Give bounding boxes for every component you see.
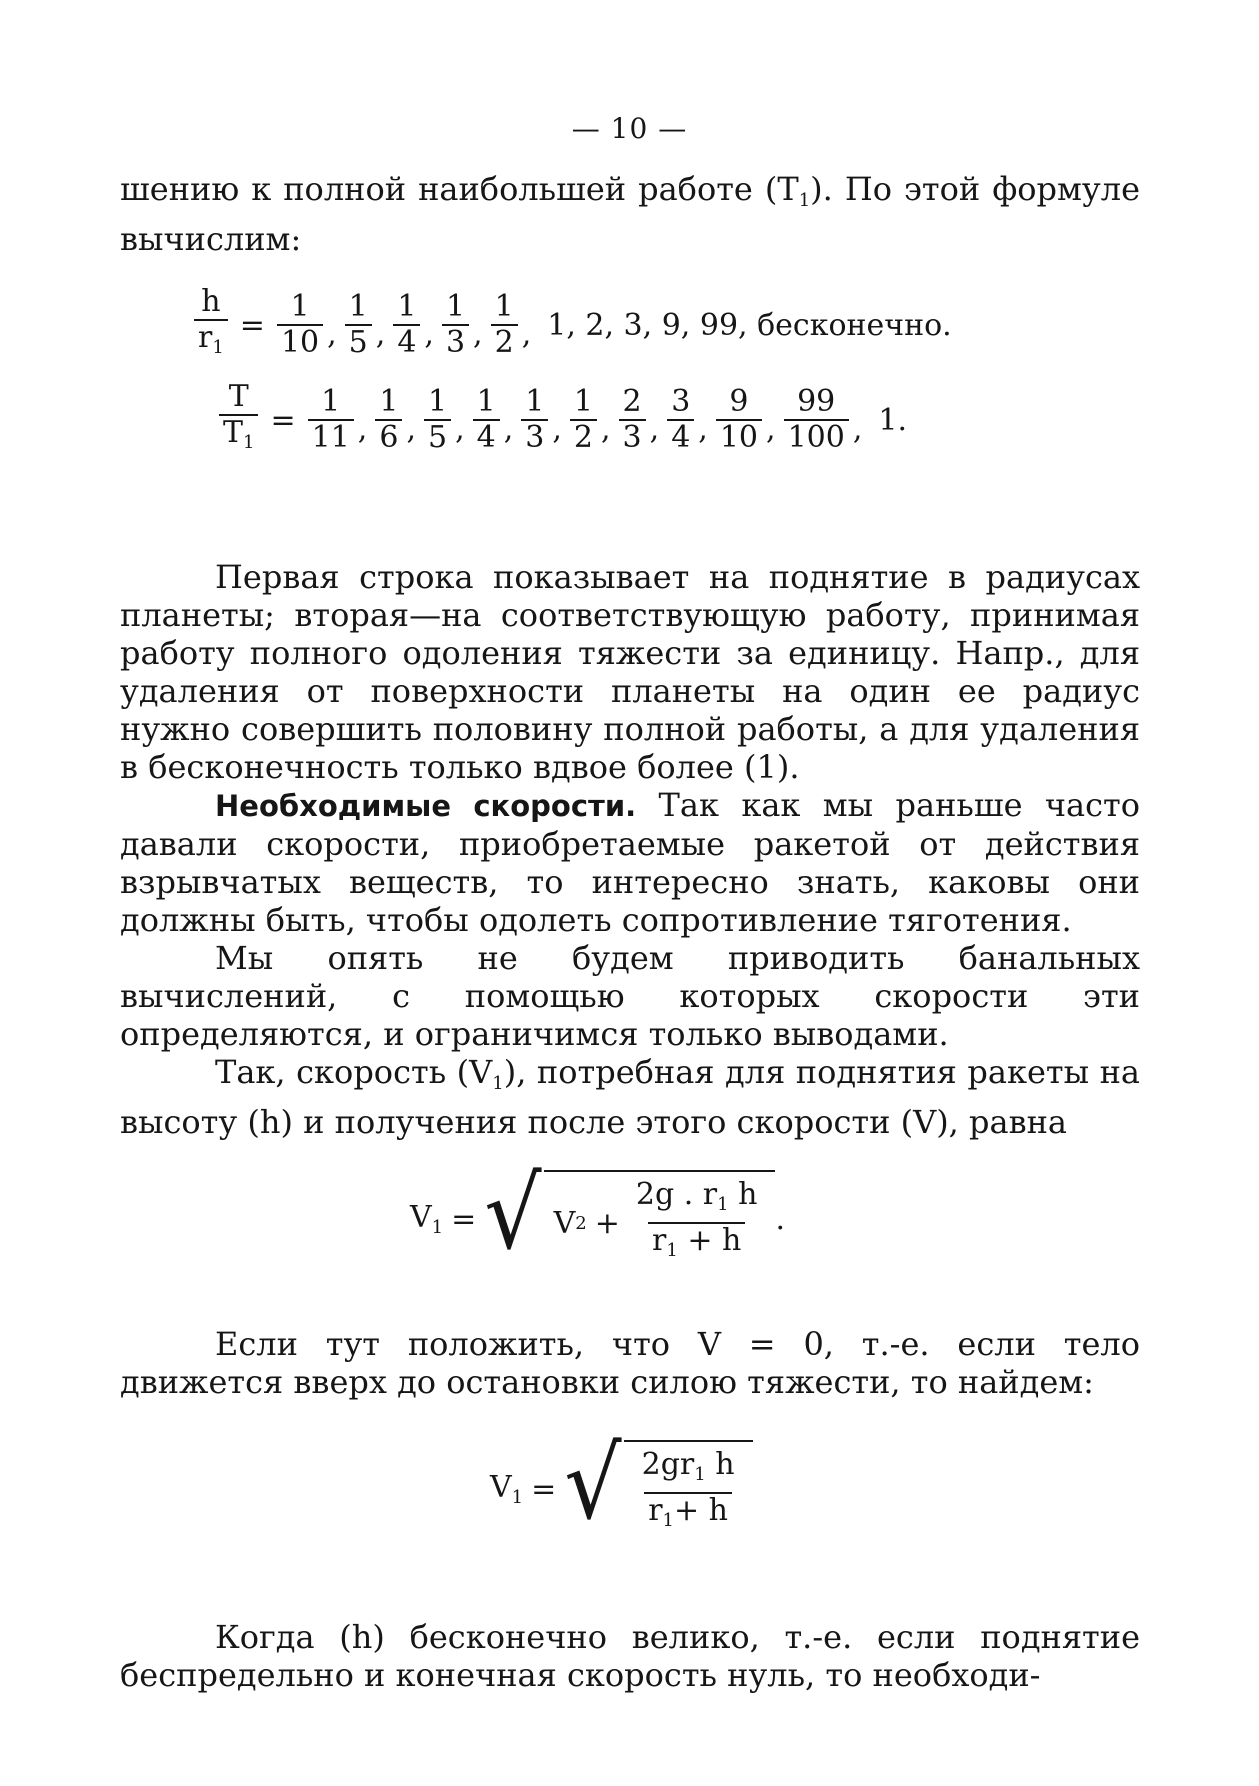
fraction-T-over-T1: $\frac{T}{T_1}$	[219, 380, 258, 460]
comma: ,	[473, 317, 483, 352]
comma: ,	[424, 317, 434, 352]
paragraph-2: Необходимые скорости. Так как мы раньше часто давали скорости, приобретаемые ракетой от действия взрывчатых веществ, то интересно знать, каковы они должны быть, чтобы одолеть сопротивление тяготения.	[120, 786, 1140, 939]
intro-paragraph	[120, 170, 1140, 258]
equals-sign: =	[531, 1471, 557, 1507]
fraction: $\frac{1}{6}$	[375, 385, 402, 455]
comma: ,	[327, 317, 337, 352]
fraction: $\frac{1}{2}$	[570, 385, 597, 455]
radical-sign: √	[564, 1426, 622, 1542]
comma: ,	[455, 412, 465, 447]
comma: ,	[649, 412, 660, 447]
comma: ,	[698, 412, 708, 447]
fraction: $\frac{1}{5}$	[424, 385, 451, 455]
comma: ,	[503, 412, 514, 447]
comma: ,	[601, 412, 611, 447]
comma: ,	[521, 317, 532, 352]
paragraph-1: Первая строка показывает на поднятие в радиусах планеты; вторая—на соответствующую работу, принимая работу полного одоления тяжести за единицу. Напр., для удаления от поверхности планеты на один ее радиус нужно совершить половину полной работы, а для удаления в бесконечность только вдвое более (1).	[120, 558, 1140, 786]
fraction: $\frac{1}{5}$	[345, 290, 372, 360]
paragraph-5: Если тут положить, что V = 0, т.-е. если тело движется вверх до остановки силою тяжести, то найдем:	[120, 1325, 1140, 1401]
radicand	[624, 1440, 753, 1538]
intro-subscript: 1	[798, 190, 811, 211]
paragraph-3: Мы опять не будем приводить банальных вычислений, с помощью которых скорости эти определяются, и ограничимся только выводами.	[120, 939, 1140, 1053]
formula-velocity-general: $V_1$ = √ V 2 + $\frac{2g . r_1 h}{r_1 + h}$ .	[410, 1156, 785, 1272]
fraction-list	[304, 385, 867, 455]
fraction: $\frac{1}{3}$	[521, 385, 548, 455]
paragraph-5-block	[120, 1325, 1140, 1401]
comma: ,	[375, 317, 386, 352]
section-heading: Необходимые скорости.	[215, 789, 637, 823]
intro-text-rest: ). По этой формуле вычислим:	[120, 170, 1141, 258]
comma: ,	[852, 412, 863, 447]
comma: ,	[357, 412, 368, 447]
formula-height-ratios	[190, 285, 952, 365]
page-number: — 10 —	[571, 112, 688, 145]
fraction: $\frac{1}{11}$	[308, 385, 354, 455]
square-root	[484, 1156, 775, 1272]
comma: ,	[766, 412, 776, 447]
paragraph-6-block	[120, 1618, 1140, 1694]
paragraph-4: Так, скорость $(V_1)$, потребная для поднятия ракеты на высоту (h) и получения после этого скорости (V), равна	[120, 1053, 1141, 1141]
fraction: $\frac{9}{10}$	[716, 385, 762, 455]
fraction: $\frac{1}{4}$	[473, 385, 500, 455]
fraction-h-over-r1: $\frac{h}{r_1}$	[194, 285, 228, 365]
fraction-2gr1h: $\frac{2gr_1 h}{r_1+ h}$	[638, 1448, 739, 1538]
square-root	[564, 1426, 752, 1542]
equals-sign: =	[451, 1201, 477, 1237]
intro-text: шению к полной наибольшей работе (T	[120, 170, 799, 208]
fraction: $\frac{3}{4}$	[667, 385, 694, 455]
equals-sign: =	[239, 307, 265, 343]
fraction: $\frac{1}{3}$	[442, 290, 469, 360]
fraction: $\frac{1}{10}$	[277, 290, 323, 360]
paragraph-6: Когда (h) бесконечно велико, т.-е. если поднятие беспредельно и конечная скорость нуль, то необходи-	[120, 1618, 1140, 1694]
body-text	[120, 558, 1140, 1141]
comma: ,	[552, 412, 562, 447]
fraction: $\frac{1}{2}$	[491, 290, 518, 360]
radicand: V 2 + $\frac{2g . r_1 h}{r_1 + h}$	[544, 1170, 776, 1268]
formula-work-ratios	[215, 380, 907, 460]
fraction: $\frac{99}{100}$	[784, 385, 849, 455]
fraction: $\frac{1}{4}$	[393, 290, 420, 360]
fraction-2g: $\frac{2g . r_1 h}{r_1 + h}$	[632, 1178, 762, 1268]
formula3-lhs: $V_1$	[410, 1200, 444, 1238]
formula2-tail: 1.	[878, 402, 907, 438]
comma: ,	[406, 412, 416, 447]
fraction-list	[273, 290, 535, 360]
radical-sign: √	[484, 1156, 542, 1272]
fraction: $\frac{2}{3}$	[619, 385, 646, 455]
formula4-lhs: $V_1$	[490, 1470, 524, 1508]
formula1-tail: 1, 2, 3, 9, 99, бесконечно.	[547, 307, 952, 343]
equals-sign: =	[270, 402, 296, 438]
formula-velocity-zero	[490, 1426, 753, 1542]
